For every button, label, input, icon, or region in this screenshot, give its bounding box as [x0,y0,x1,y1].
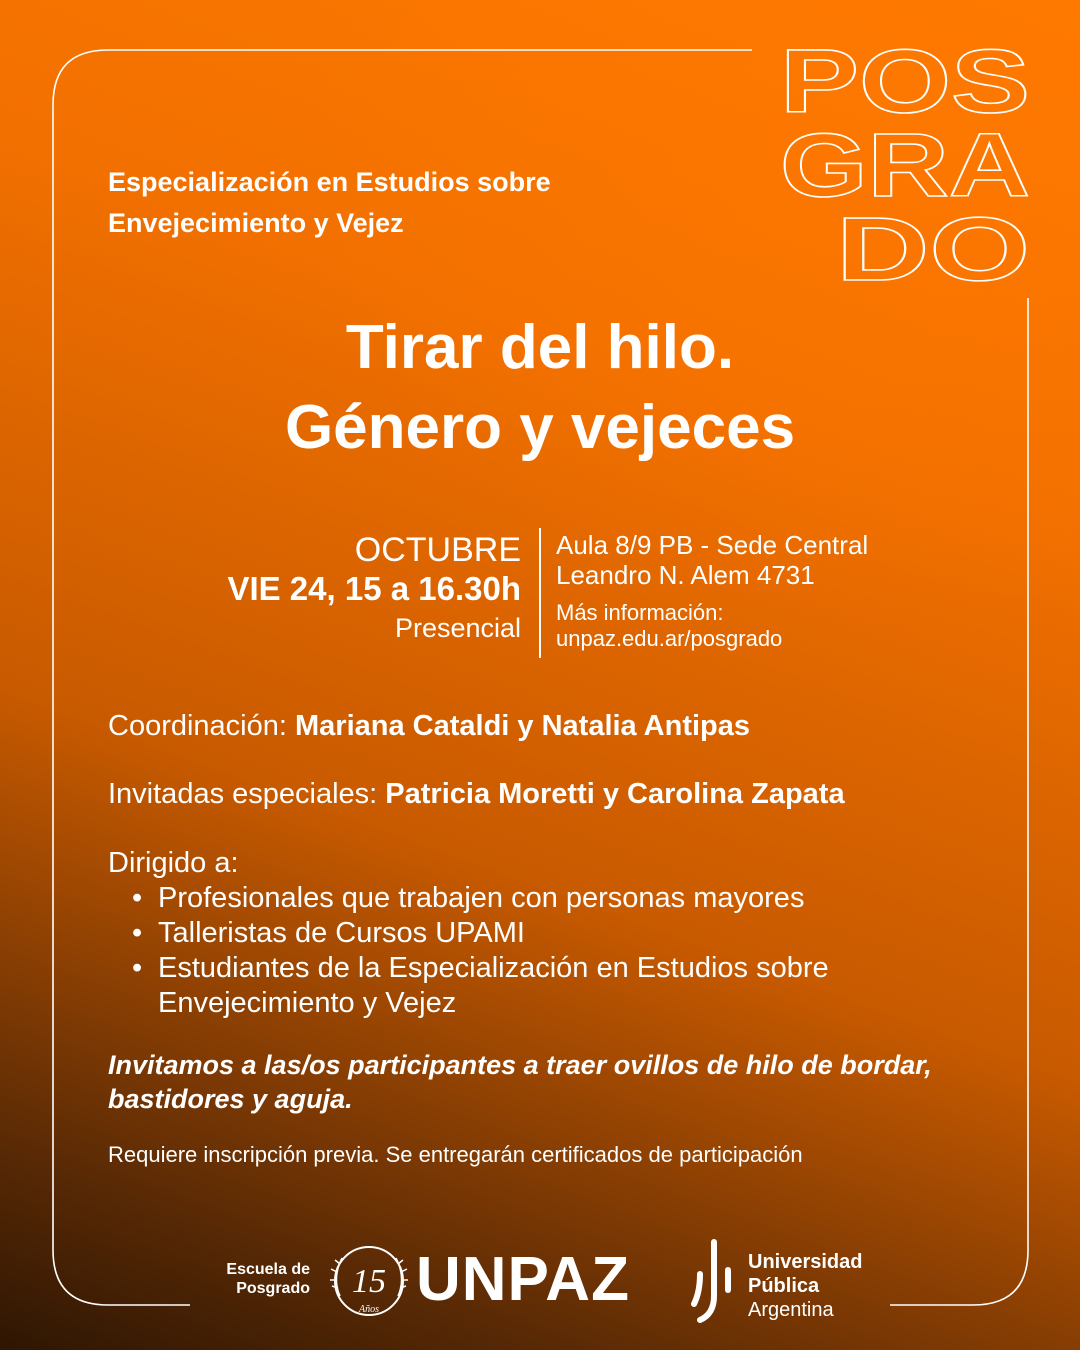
coordination-label: Coordinación: [108,710,295,742]
escuela-line-1: Escuela de [226,1261,310,1278]
coordination-line [108,710,750,743]
watermark-row-3: DO [836,200,1030,288]
upa-line-2: Pública [748,1275,820,1297]
event-location [556,530,1036,590]
requirement-note: Requiere inscripción previa. Se entregarán certificados de participación [108,1142,803,1167]
title-line-1: Tirar del hilo. [345,313,735,382]
event-title [0,308,1080,468]
more-info-label: Más información: [556,600,724,625]
more-info-link[interactable]: unpaz.edu.ar/posgrado [556,626,783,651]
universidad-publica-logo [748,1250,862,1322]
date-block [100,532,521,646]
audience-item: • Profesionales que trabajen con personas mayores [158,881,1008,916]
coordination-names: Mariana Cataldi y Natalia Antipas [295,710,751,742]
guests-label: Invitadas especiales: [108,778,386,810]
title-line-2: Género y vejeces [284,393,796,462]
unpaz-logo: UNPAZ [416,1245,630,1314]
watermark-row-1: POS [780,32,1030,132]
more-info [556,600,1036,652]
guests-names: Patricia Moretti y Carolina Zapata [385,778,845,810]
posgrado-watermark [778,32,1034,288]
seal-word: Años [359,1304,379,1315]
escuela-posgrado-logo [210,1260,310,1298]
audience-item: • Talleristas de Cursos UPAMI [158,916,1008,951]
audience-item: • Estudiantes de la Especialización en Estudios sobre Envejecimiento y Vejez [158,951,928,1021]
guests-line [108,778,845,811]
audience-section [108,846,1008,1021]
escuela-line-2: Posgrado [236,1280,310,1297]
anniversary-seal-icon [326,1238,412,1324]
audience-list [108,881,1008,1021]
upa-line-3: Argentina [748,1299,834,1321]
invitation-note: Invitamos a las/os participantes a traer ovillos de hilo de bordar, bastidores y aguja. [108,1050,932,1114]
event-day-time: VIE 24, 15 a 16.30h [227,570,521,607]
location-line-2: Leandro N. Alem 4731 [556,560,815,590]
program-line-1: Especialización en Estudios sobre [108,167,551,197]
seal-number: 15 [352,1263,386,1300]
program-line-2: Envejecimiento y Vejez [108,208,404,238]
upa-line-1: Universidad [748,1251,863,1273]
universidad-publica-icon [690,1234,740,1324]
audience-label: Dirigido a: [108,847,239,879]
vertical-divider [539,528,541,658]
event-month: OCTUBRE [354,531,521,569]
program-name [108,162,668,244]
location-line-1: Aula 8/9 PB - Sede Central [556,530,869,560]
watermark-row-2: GRA [780,116,1030,216]
event-mode: Presencial [394,613,521,643]
